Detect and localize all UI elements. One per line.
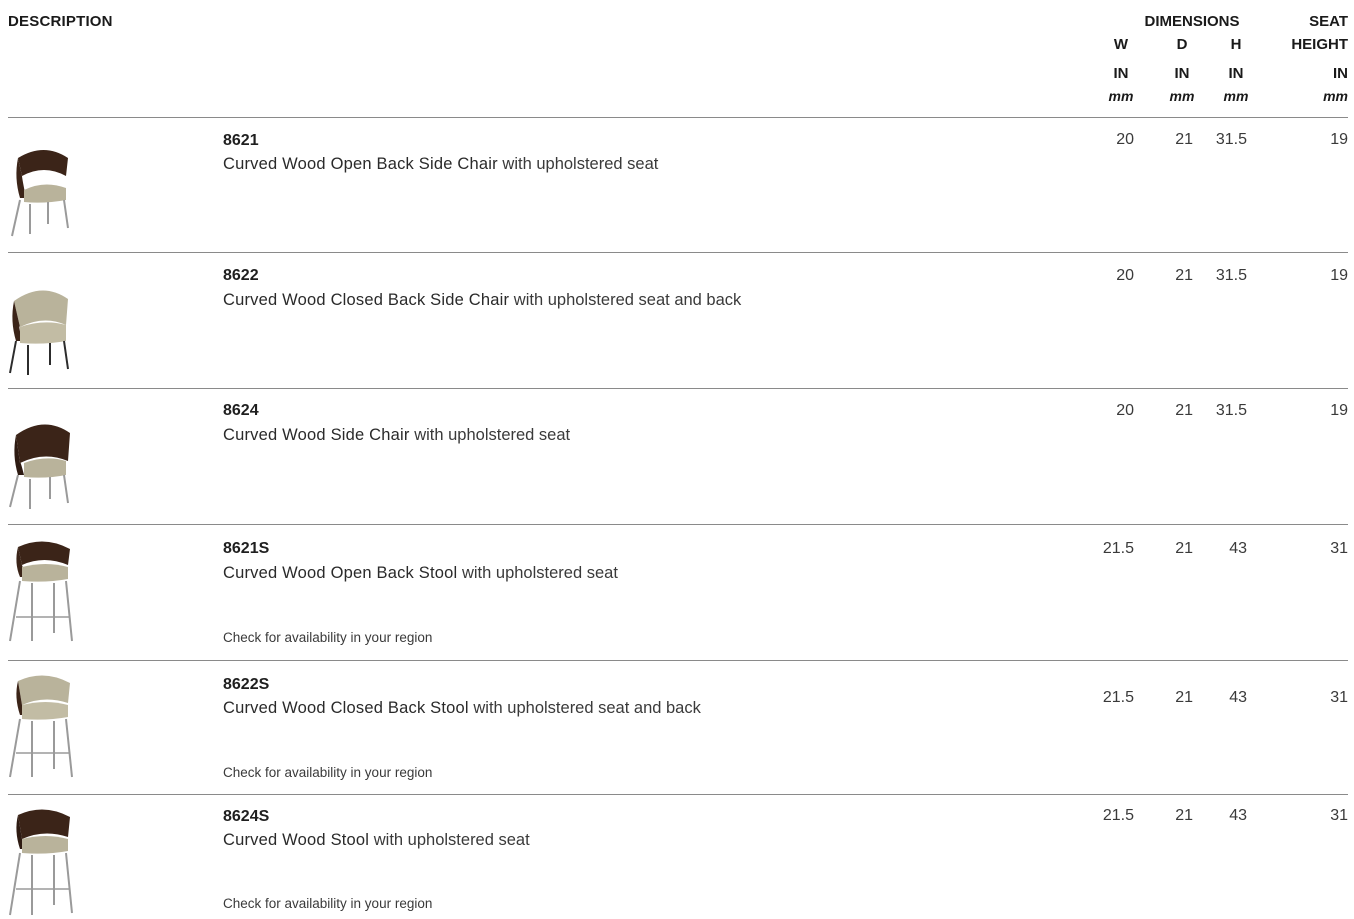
product-name: Curved Wood Side Chair [223,426,410,444]
product-name: Curved Wood Open Back Side Chair [223,155,498,173]
product-description [223,426,570,445]
height-unit-in: IN [1228,65,1244,82]
width-unit-mm: mm [1108,88,1134,104]
product-description [223,155,658,174]
height-value: 31.5 [1215,402,1247,419]
depth-header: D [1176,36,1188,53]
seat-unit-mm: mm [1323,88,1348,104]
seat-height-value: 31 [1330,540,1348,557]
product-code: 8624S [223,808,270,825]
width-value: 20 [1116,402,1134,419]
depth-value: 21 [1175,131,1193,148]
product-code: 8622S [223,676,270,693]
width-value: 21.5 [1102,689,1134,706]
depth-value: 21 [1175,402,1193,419]
width-value: 21.5 [1102,807,1134,824]
depth-unit-in: IN [1174,65,1190,82]
height-unit-mm: mm [1223,88,1249,104]
product-code: 8621 [223,132,259,149]
seat-height-value: 19 [1330,267,1348,284]
product-detail: with upholstered seat and back [468,699,701,717]
product-code: 8621S [223,540,270,557]
depth-value: 21 [1175,540,1193,557]
height-value: 43 [1229,689,1247,706]
product-detail: with upholstered seat and back [509,291,742,309]
product-name: Curved Wood Open Back Stool [223,564,458,582]
width-value: 21.5 [1102,540,1134,557]
open-back-side-chair-image [4,128,80,238]
width-value: 20 [1116,131,1134,148]
seat-height-value: 19 [1330,131,1348,148]
seat-header: SEAT [1309,13,1348,30]
product-description [223,291,741,310]
closed-back-stool-image [4,673,80,783]
product-detail: with upholstered seat [457,564,618,582]
product-description [223,564,618,583]
depth-unit-mm: mm [1169,88,1195,104]
table-row [0,253,1354,388]
table-row [0,525,1354,660]
depth-value: 21 [1175,807,1193,824]
height-value: 31.5 [1215,267,1247,284]
description-header: DESCRIPTION [8,13,113,30]
width-unit-in: IN [1113,65,1129,82]
product-detail: with upholstered seat [497,155,659,173]
height-dim-header: H [1230,36,1242,53]
product-description [223,699,701,718]
seat-height-value: 31 [1330,689,1348,706]
product-code: 8622 [223,267,259,284]
table-row [0,389,1354,524]
product-description [223,831,530,850]
open-back-stool-image [4,537,80,647]
depth-value: 21 [1175,689,1193,706]
seat-unit-in: IN [1333,65,1348,82]
seat-height-value: 19 [1330,402,1348,419]
product-name: Curved Wood Stool [223,831,370,849]
product-detail: with upholstered seat [369,831,530,849]
product-detail: with upholstered seat [409,426,571,444]
height-value: 31.5 [1215,131,1247,148]
table-row [0,118,1354,252]
depth-value: 21 [1175,267,1193,284]
dimensions-header: DIMENSIONS [1144,13,1240,30]
availability-note: Check for availability in your region [223,896,433,911]
table-row [0,661,1354,794]
availability-note: Check for availability in your region [223,630,433,645]
width-value: 20 [1116,267,1134,284]
height-header: HEIGHT [1291,36,1348,53]
side-chair-image [4,401,80,511]
seat-height-value: 31 [1330,807,1348,824]
product-name: Curved Wood Closed Back Side Chair [223,291,510,309]
height-value: 43 [1229,540,1247,557]
height-value: 43 [1229,807,1247,824]
product-code: 8624 [223,402,259,419]
width-header: W [1113,36,1129,53]
product-name: Curved Wood Closed Back Stool [223,699,469,717]
table-row [0,795,1354,919]
closed-back-side-chair-image [4,265,80,375]
availability-note: Check for availability in your region [223,765,433,780]
stool-image [4,807,80,917]
